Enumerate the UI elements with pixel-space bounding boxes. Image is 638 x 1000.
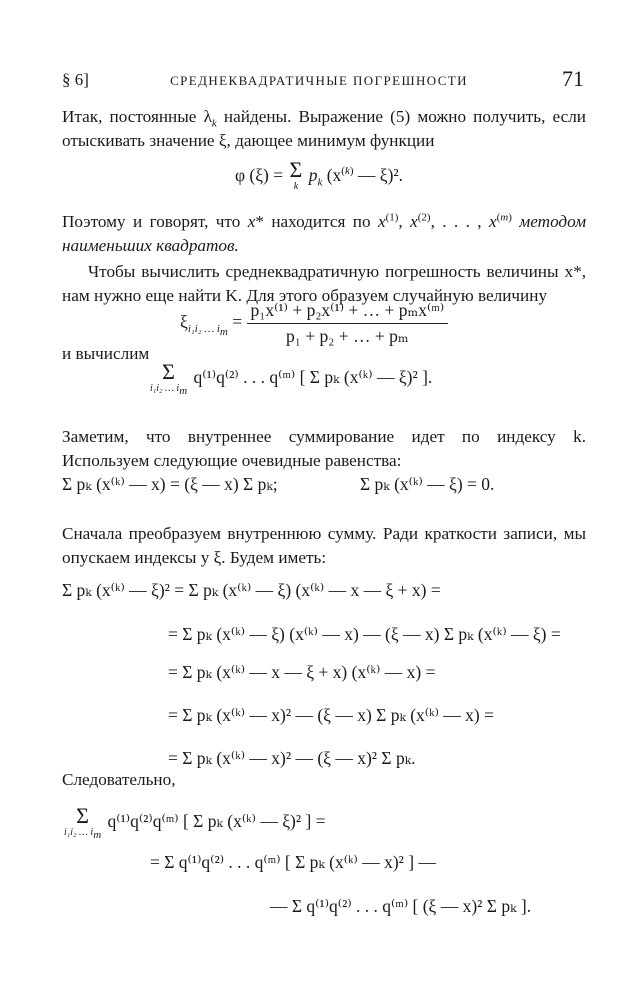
paragraph-intro: Итак, постоянные $\lambda_k$ найдены. Выражение (5) можно получить, если отыскивать значение ξ, дающее минимум функции [62, 107, 586, 150]
equation-xi: $\xi_{i_1i_2 \dots i_m}$ = $\frac{\text{p₁x⁽¹⁾ + p₂x⁽¹⁾ + … + pₘx⁽ᵐ⁾}}{\text{p₁ + p₂ + … + pₘ}}$ [180, 300, 448, 347]
equation-final-3: — Σ q⁽¹⁾q⁽²⁾ . . . q⁽ᵐ⁾ [ (ξ — x)² Σ pₖ ]. [270, 896, 532, 916]
equation-phi: φ (ξ) = Σ k $p_k$ ($x^{(k)}$ — ξ)². [234, 157, 404, 192]
equation-identity-1: Σ pₖ (x⁽ᵏ⁾ — x) = (ξ — x) Σ pₖ; [62, 474, 278, 494]
section-number: § 6] [62, 70, 89, 89]
equation-final-2: = Σ q⁽¹⁾q⁽²⁾ . . . q⁽ᵐ⁾ [ Σ pₖ (x⁽ᵏ⁾ — x)² ] — [150, 852, 437, 872]
paragraph-note-index: Заметим, что внутреннее суммирование идет по индексу k. Используем следующие очевидные равенства: [62, 427, 586, 470]
equation-line-5: = Σ pₖ (x⁽ᵏ⁾ — x)² — (ξ — x)² Σ pₖ. [168, 748, 416, 768]
paragraph-compute: Чтобы вычислить среднеквадратичную погрешность величины x*, нам нужно еще найти K. Для этого образуем случайную величину [62, 262, 586, 305]
running-title: СРЕДНЕКВАДРАТИЧНЫЕ ПОГРЕШНОСТИ [170, 73, 468, 88]
paragraph-and-compute: и вычислим [62, 344, 150, 363]
equation-line-3: = Σ pₖ (x⁽ᵏ⁾ — x — ξ + x) (x⁽ᵏ⁾ — x) = [168, 662, 436, 682]
page-number: 71 [562, 66, 584, 91]
paragraph-least-squares: Поэтому и говорят, что x* находится по $x^{(1)}$, $x^{(2)}$, . . . , $x^{(m)}$ методом наименьших квадратов. [62, 211, 587, 255]
equation-identity-2: Σ pₖ (x⁽ᵏ⁾ — ξ) = 0. [360, 474, 495, 494]
equation-final-1: Σ i₁i₂ … $i_m$ q⁽¹⁾q⁽²⁾q⁽ᵐ⁾ [ Σ pₖ (x⁽ᵏ⁾ — ξ)² ] = [64, 803, 326, 841]
equation-line-4: = Σ pₖ (x⁽ᵏ⁾ — x)² — (ξ — x) Σ pₖ (x⁽ᵏ⁾ — x) = [168, 705, 494, 725]
equation-line-1: Σ pₖ (x⁽ᵏ⁾ — ξ)² = Σ pₖ (x⁽ᵏ⁾ — ξ) (x⁽ᵏ⁾ — x — ξ + x) = [62, 580, 441, 600]
paragraph-therefore: Следовательно, [62, 770, 176, 789]
equation-line-2: = Σ pₖ (x⁽ᵏ⁾ — ξ) (x⁽ᵏ⁾ — x) — (ξ — x) Σ pₖ (x⁽ᵏ⁾ — ξ) = [168, 624, 561, 644]
equation-sum-main: Σ i₁i₂ … $i_m$ q⁽¹⁾q⁽²⁾ . . . q⁽ᵐ⁾ [ Σ pₖ (x⁽ᵏ⁾ — ξ)² ]. [150, 359, 433, 397]
paragraph-transform: Сначала преобразуем внутреннюю сумму. Ради краткости записи, мы опускаем индексы у ξ. Будем иметь: [62, 524, 586, 567]
